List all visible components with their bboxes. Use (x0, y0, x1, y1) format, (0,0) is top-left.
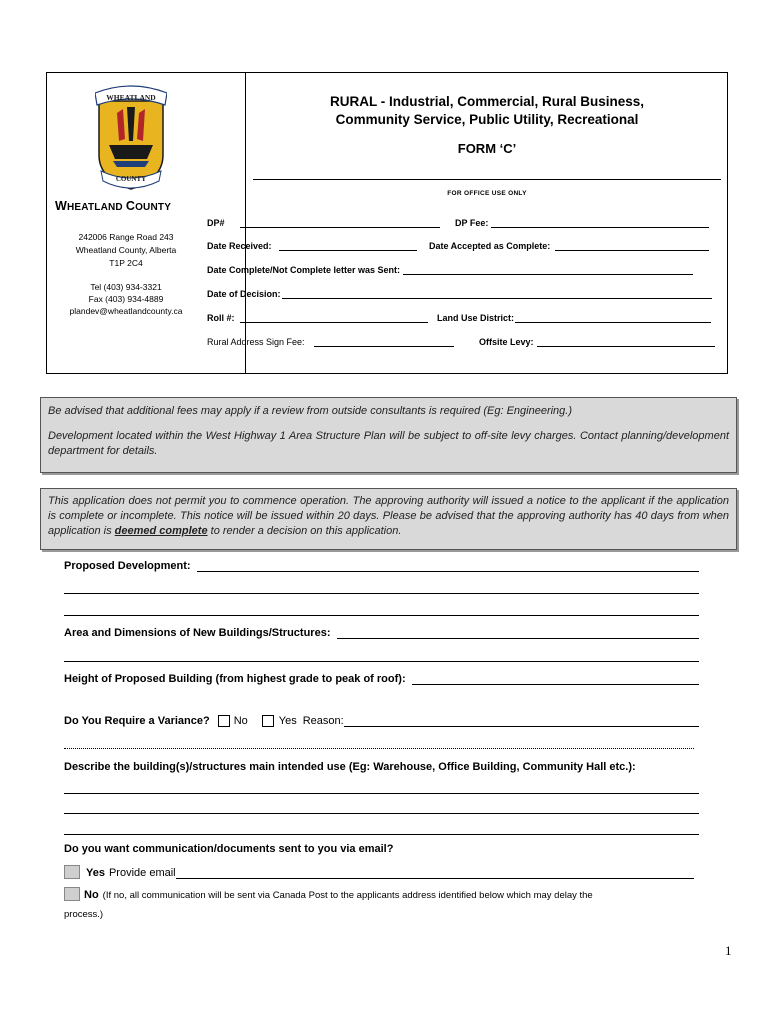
office-date-accepted-field[interactable]: Date Accepted as Complete: (429, 241, 709, 251)
variance-reason-line-2[interactable] (64, 748, 694, 749)
office-date-received-field[interactable]: Date Received: (207, 241, 417, 251)
intended-use-line-2[interactable] (64, 813, 699, 814)
office-sign-fee-field[interactable]: Rural Address Sign Fee: (207, 337, 454, 347)
form-title-line-2: Community Service, Public Utility, Recreational (335, 112, 639, 127)
email-no-explanation: (If no, all communication will be sent via Canada Post to the applicants address identified below which may delay the (102, 890, 593, 901)
address-line-2: Wheatland County, Alberta (75, 245, 177, 255)
deemed-complete-emphasis: deemed complete (114, 525, 208, 537)
office-date-letter-sent-field[interactable]: Date Complete/Not Complete letter was Sent: (207, 265, 693, 275)
highway-levy-notice: Development located within the West Highway 1 Area Structure Plan will be subject to off-site levy charges. Contact planning/development department for details. (48, 430, 729, 457)
svg-text:COUNTY: COUNTY (115, 175, 147, 183)
email-no-label: No (84, 889, 99, 901)
building-height-field[interactable]: Height of Proposed Building (from highest grade to peak of roof): (64, 673, 699, 685)
variance-no-checkbox[interactable] (218, 715, 230, 727)
permit-commencement-notice: This application does not permit you to commence operation. The approving authority will issued a notice to the applicant if the application is complete or incomplete. This notice will be issued within 20 days. Please be advised that the approving authority has 40 days from when application is deemed complete to render a decision on this application. (40, 488, 737, 550)
intended-use-line-1[interactable] (64, 793, 699, 794)
county-name: WHEATLAND COUNTY (55, 199, 172, 213)
email-no-checkbox[interactable] (64, 887, 80, 901)
variance-question-row: Do You Require a Variance? No Yes Reason: (64, 715, 699, 727)
area-dimensions-line-2[interactable] (64, 661, 699, 662)
email-yes-row: Yes Provide email (64, 865, 694, 879)
proposed-development-field[interactable]: Proposed Development: (64, 560, 699, 572)
variance-reason-input[interactable] (344, 717, 699, 727)
email-no-explanation-cont: process.) (64, 909, 104, 920)
variance-reason-label: Reason: (302, 715, 344, 727)
email-yes-label: Yes (86, 867, 105, 879)
office-use-label: FOR OFFICE USE ONLY (447, 190, 527, 197)
variance-no-label: No (233, 715, 248, 727)
office-header-box (46, 72, 728, 374)
email-no-row (64, 887, 593, 901)
county-fax: Fax (403) 934-4889 (88, 294, 164, 304)
email-yes-checkbox[interactable] (64, 865, 80, 879)
county-phone: Tel (403) 934-3321 (90, 282, 162, 292)
proposed-development-line-2[interactable] (64, 593, 699, 594)
county-email: plandev@wheatlandcounty.ca (69, 306, 183, 316)
page-number: 1 (725, 943, 732, 958)
area-dimensions-field[interactable]: Area and Dimensions of New Buildings/Structures: (64, 627, 699, 639)
address-line-3: T1P 2C4 (109, 258, 143, 268)
county-address (51, 231, 201, 270)
svg-text:WHEATLAND: WHEATLAND (106, 93, 156, 102)
form-title (247, 93, 727, 129)
county-contact (51, 281, 201, 317)
email-question: Do you want communication/documents sent to you via email? (64, 843, 394, 855)
office-dp-field[interactable]: DP# (207, 218, 440, 228)
variance-yes-checkbox[interactable] (262, 715, 274, 727)
form-title-line-1: RURAL - Industrial, Commercial, Rural Business, (329, 94, 645, 109)
address-line-1: 242006 Range Road 243 (78, 232, 174, 242)
proposed-development-line-3[interactable] (64, 615, 699, 616)
intended-use-line-3[interactable] (64, 834, 699, 835)
office-land-use-field[interactable]: Land Use District: (437, 313, 711, 323)
fees-and-levy-notice (40, 397, 737, 473)
variance-yes-label: Yes (278, 715, 297, 727)
wheatland-county-crest-logo (95, 83, 167, 193)
form-identifier: FORM ‘C’ (457, 141, 517, 156)
office-roll-field[interactable]: Roll #: (207, 313, 428, 323)
email-address-input[interactable] (176, 869, 694, 879)
office-use-rule (253, 179, 721, 180)
intended-use-question: Describe the building(s)/structures main intended use (Eg: Warehouse, Office Building, Community Hall etc.): (64, 761, 636, 773)
office-offsite-levy-field[interactable]: Offsite Levy: (479, 337, 715, 347)
consultant-fees-notice: Be advised that additional fees may apply if a review from outside consultants is required (Eg: Engineering.) (48, 405, 573, 417)
office-dp-fee-field[interactable]: DP Fee: (455, 218, 709, 228)
office-date-decision-field[interactable]: Date of Decision: (207, 289, 712, 299)
